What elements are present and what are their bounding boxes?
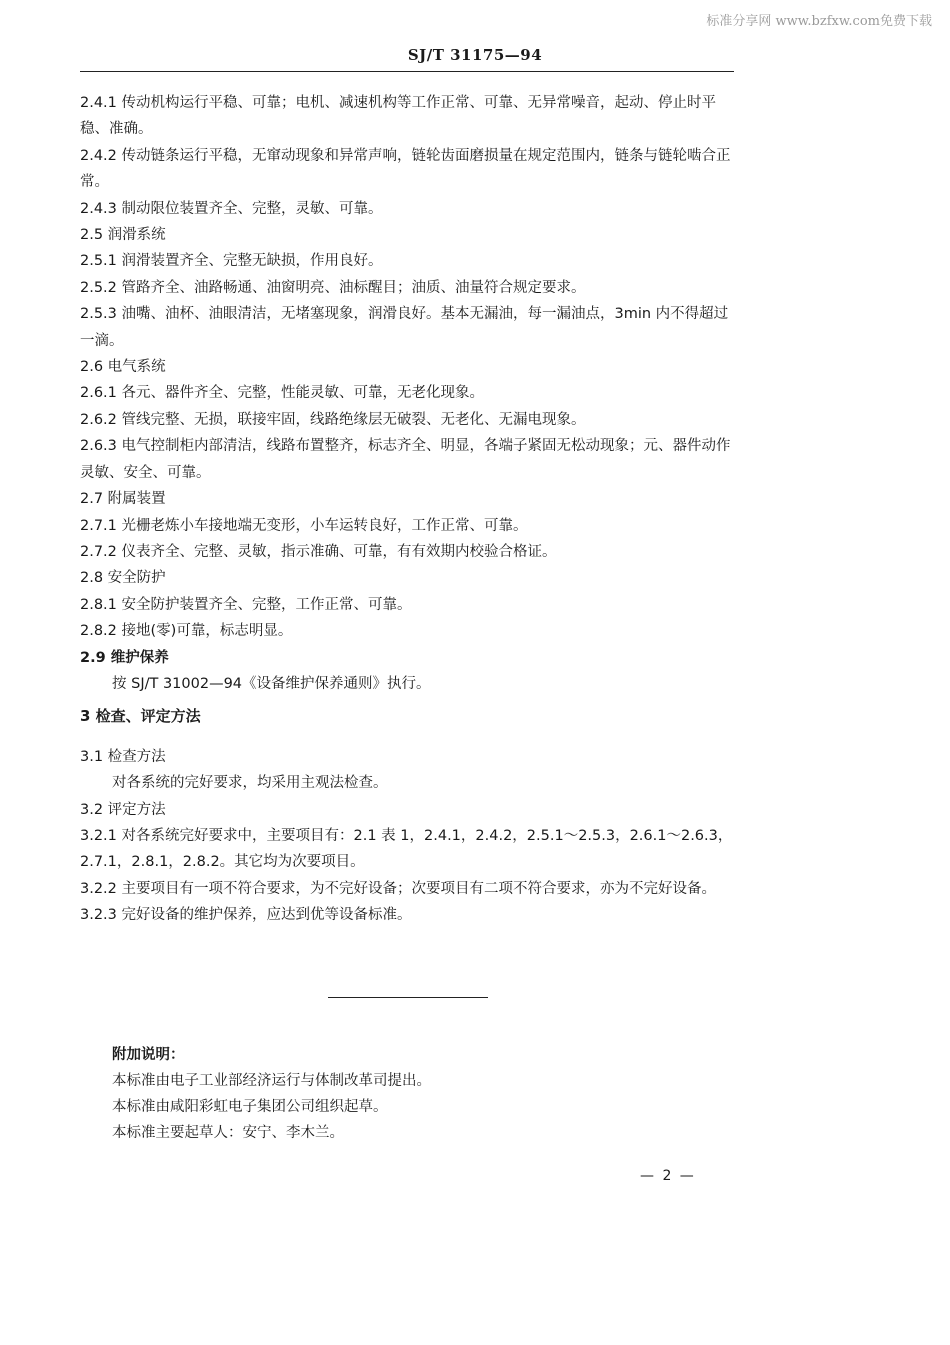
section-2-7: 2.7 附属装置	[80, 491, 166, 508]
clause-2-4-1: 2.4.1 传动机构运行平稳、可靠；电机、减速机构等工作正常、可靠、无异常噪音，起动、停止时平稳、准确。	[80, 95, 716, 138]
header-rule	[80, 71, 734, 72]
clause-3-2-1: 3.2.1 对各系统完好要求中，主要项目有：2.1 表 1，2.4.1，2.4.2，2.5.1～2.5.3，2.6.1～2.6.3，2.7.1，2.8.1，2.8.2。其它均为次要项目。	[80, 827, 733, 871]
clause-2-6-3: 2.6.3 电气控制柜内部清洁，线路布置整齐，标志齐全、明显，各端子紧固无松动现象；元、器件动作灵敏、安全、可靠。	[80, 438, 731, 481]
section-separator	[328, 997, 488, 998]
clause-2-8-1: 2.8.1 安全防护装置齐全、完整，工作正常、可靠。	[80, 596, 412, 613]
clause-3-2-3: 3.2.3 完好设备的维护保养，应达到优等设备标准。	[80, 907, 412, 924]
watermark-text: 标准分享网 www.bzfxw.com免费下载	[706, 14, 932, 29]
page-number: — 2 —	[640, 1168, 696, 1184]
clause-2-4-2: 2.4.2 传动链条运行平稳，无窜动现象和异常声响，链轮齿面磨损量在规定范围内，链条与链轮啮合正常。	[80, 147, 731, 191]
section-3-heading: 3 检查、评定方法	[80, 707, 201, 726]
clause-3-2-2: 3.2.2 主要项目有一项不符合要求，为不完好设备；次要项目有二项不符合要求，亦为不完好设备。	[80, 880, 716, 897]
document-body	[80, 90, 736, 929]
additional-notes	[112, 1042, 431, 1146]
clause-2-6-1: 2.6.1 各元、器件齐全、完整，性能灵敏、可靠，无老化现象。	[80, 385, 485, 402]
clause-2-7-1: 2.7.1 光栅老炼小车接地端无变形，小车运转良好，工作正常、可靠。	[80, 517, 528, 534]
clause-2-5-3: 2.5.3 油嘴、油杯、油眼清洁，无堵塞现象，润滑良好。基本无漏油，每一漏油点，3min 内不得超过一滴。	[80, 306, 729, 349]
section-2-8: 2.8 安全防护	[80, 570, 166, 587]
clause-2-5-2: 2.5.2 管路齐全、油路畅通、油窗明亮、油标醒目；油质、油量符合规定要求。	[80, 279, 586, 296]
clause-2-7-2: 2.7.2 仪表齐全、完整、灵敏，指示准确、可靠，有有效期内校验合格证。	[80, 543, 557, 560]
clause-2-9-body: 按 SJ/T 31002—94《设备维护保养通则》执行。	[112, 675, 431, 692]
clause-3-1-body: 对各系统的完好要求，均采用主观法检查。	[112, 775, 388, 792]
section-3-2: 3.2 评定方法	[80, 801, 166, 818]
clause-2-6-2: 2.6.2 管线完整、无损，联接牢固，线路绝缘层无破裂、无老化、无漏电现象。	[80, 411, 586, 428]
section-2-5: 2.5 润滑系统	[80, 227, 166, 244]
notes-item: 本标准由咸阳彩虹电子集团公司组织起草。	[112, 1099, 388, 1115]
clause-2-4-3: 2.4.3 制动限位装置齐全、完整，灵敏、可靠。	[80, 200, 383, 217]
page-header: SJ/T 31175—94	[407, 46, 543, 64]
section-2-9: 2.9 维护保养	[80, 649, 169, 666]
section-2-6: 2.6 电气系统	[80, 359, 166, 376]
section-3-1: 3.1 检查方法	[80, 748, 166, 765]
notes-item: 本标准由电子工业部经济运行与体制改革司提出。	[112, 1073, 431, 1089]
clause-2-5-1: 2.5.1 润滑装置齐全、完整无缺损，作用良好。	[80, 253, 383, 270]
notes-title: 附加说明：	[112, 1047, 185, 1063]
clause-2-8-2: 2.8.2 接地(零)可靠，标志明显。	[80, 623, 293, 640]
notes-item: 本标准主要起草人：安宁、李木兰。	[112, 1125, 344, 1141]
